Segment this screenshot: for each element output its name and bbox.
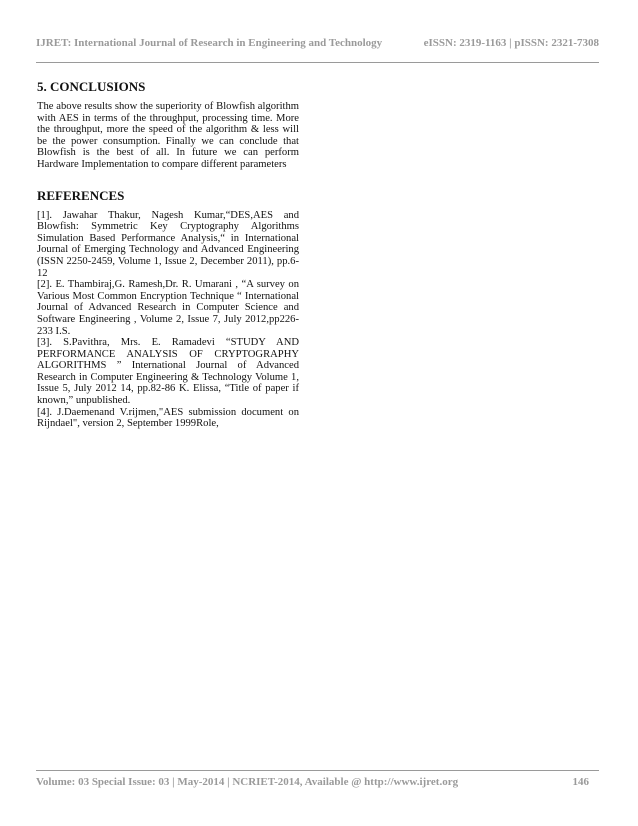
reference-item: [4]. J.Daemenand V.rijmen,"AES submission document on Rijndael", version 2, September 1999Role,	[37, 406, 299, 430]
issn-info: eISSN: 2319-1163 | pISSN: 2321-7308	[423, 37, 599, 49]
page-footer	[36, 776, 589, 788]
main-column	[37, 79, 299, 430]
references-list	[37, 210, 299, 430]
page-number: 146	[572, 776, 589, 788]
page-header	[36, 37, 599, 49]
journal-title: IJRET: International Journal of Research in Engineering and Technology	[36, 37, 383, 49]
references-heading: REFERENCES	[37, 187, 125, 203]
footer-divider	[36, 770, 599, 771]
volume-info: Volume: 03 Special Issue: 03 | May-2014 | NCRIET-2014, Available @ http://www.ijret.org	[36, 776, 459, 788]
conclusions-heading: 5. CONCLUSIONS	[37, 79, 146, 94]
reference-item: [1]. Jawahar Thakur, Nagesh Kumar,“DES,AES and Blowfish: Symmetric Key Cryptography Algorithms Simulation Based Performance Analysis,“ in International Journal of Emerging Technology and Advanced Engineering (ISSN 2250-2459, Volume 1, Issue 2, December 2011), pp.6-12	[37, 209, 299, 279]
reference-item: [3]. S.Pavithra, Mrs. E. Ramadevi “STUDY AND PERFORMANCE ANALYSIS OF CRYPTOGRAPHY ALGORITHMS ” International Journal of Advanced Research in Computer Engineering & Technology Volume 1, Issue 5, July 2012 14, pp.82-86 K. Elissa, “Title of paper if known,” unpublished.	[37, 337, 299, 407]
conclusions-text: The above results show the superiority of Blowfish algorithm with AES in terms of the throughput, processing time. More the throughput, more the speed of the algorithm & less will be the power consumption. Finally we can conclude that Blowfish is the best of all. In future we can perform Hardware Implementation to compare different parameters	[37, 101, 299, 170]
header-divider	[36, 62, 599, 63]
reference-item: [2]. E. Thambiraj,G. Ramesh,Dr. R. Umarani , “A survey on Various Most Common Encryption Technique “ International Journal of Advanced Research in Computer Science and Software Engineering , Volume 2, Issue 7, July 2012,pp226-233 I.S.	[37, 279, 299, 337]
